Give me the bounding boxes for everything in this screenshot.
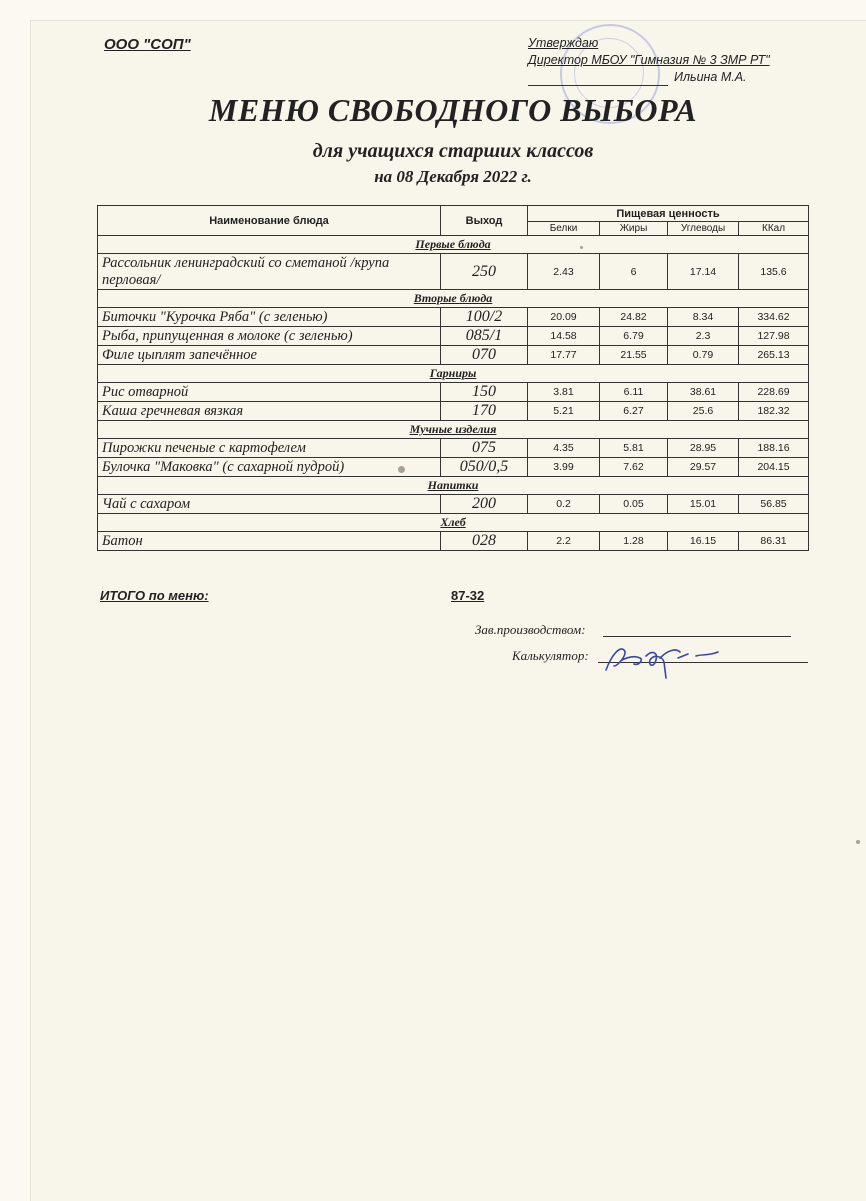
table-row bbox=[98, 439, 809, 458]
dish-name: Филе цыплят запечённое bbox=[98, 346, 441, 365]
dish-kcal: 204.15 bbox=[739, 458, 809, 477]
dish-carbs: 8.34 bbox=[668, 308, 739, 327]
dish-fat: 21.55 bbox=[600, 346, 668, 365]
dish-protein: 2.43 bbox=[528, 254, 600, 290]
dish-name: Булочка "Маковка" (с сахарной пудрой) bbox=[98, 458, 441, 477]
dish-carbs: 29.57 bbox=[668, 458, 739, 477]
dish-kcal: 265.13 bbox=[739, 346, 809, 365]
dish-fat: 5.81 bbox=[600, 439, 668, 458]
header-dish-name: Наименование блюда bbox=[98, 206, 441, 236]
dish-name: Рыба, припущенная в молоке (с зеленью) bbox=[98, 327, 441, 346]
dish-kcal: 86.31 bbox=[739, 532, 809, 551]
organization-name: ООО "СОП" bbox=[104, 36, 191, 53]
section-row bbox=[98, 365, 809, 383]
approval-signature-line bbox=[528, 85, 668, 86]
header-protein: Белки bbox=[528, 222, 600, 236]
dish-yield: 050/0,5 bbox=[441, 458, 528, 477]
dish-yield: 150 bbox=[441, 383, 528, 402]
dish-name: Каша гречневая вязкая bbox=[98, 402, 441, 421]
dish-carbs: 17.14 bbox=[668, 254, 739, 290]
dish-fat: 6 bbox=[600, 254, 668, 290]
dish-name: Биточки "Курочка Ряба" (с зеленью) bbox=[98, 308, 441, 327]
approval-signature-row bbox=[528, 69, 770, 86]
dish-yield: 250 bbox=[441, 254, 528, 290]
menu-subtitle: для учащихся старших классов bbox=[312, 140, 594, 162]
table-row bbox=[98, 495, 809, 514]
header-yield: Выход bbox=[441, 206, 528, 236]
dish-protein: 2.2 bbox=[528, 532, 600, 551]
section-row bbox=[98, 236, 809, 254]
scan-speck bbox=[856, 840, 860, 844]
table-row bbox=[98, 532, 809, 551]
dish-carbs: 28.95 bbox=[668, 439, 739, 458]
table-row bbox=[98, 327, 809, 346]
dish-carbs: 15.01 bbox=[668, 495, 739, 514]
dish-name: Батон bbox=[98, 532, 441, 551]
dish-protein: 3.81 bbox=[528, 383, 600, 402]
table-row bbox=[98, 458, 809, 477]
section-row bbox=[98, 514, 809, 532]
dish-name: Чай с сахаром bbox=[98, 495, 441, 514]
dish-fat: 7.62 bbox=[600, 458, 668, 477]
approval-title: Утверждаю bbox=[528, 36, 599, 50]
dish-kcal: 334.62 bbox=[739, 308, 809, 327]
total-value: 87-32 bbox=[451, 588, 485, 603]
scan-speck bbox=[398, 466, 405, 473]
section-row bbox=[98, 290, 809, 308]
dish-kcal: 228.69 bbox=[739, 383, 809, 402]
dish-carbs: 38.61 bbox=[668, 383, 739, 402]
section-title: Первые блюда bbox=[98, 236, 809, 254]
dish-yield: 028 bbox=[441, 532, 528, 551]
calculator-label: Калькулятор: bbox=[512, 648, 589, 663]
dish-protein: 0.2 bbox=[528, 495, 600, 514]
dish-yield: 075 bbox=[441, 439, 528, 458]
dish-name: Рассольник ленинградский со сметаной /крупа перловая/ bbox=[98, 254, 441, 290]
total-label: ИТОГО по меню: bbox=[100, 588, 209, 603]
dish-fat: 0.05 bbox=[600, 495, 668, 514]
approval-block bbox=[528, 35, 770, 86]
table-row bbox=[98, 308, 809, 327]
dish-fat: 24.82 bbox=[600, 308, 668, 327]
dish-kcal: 135.6 bbox=[739, 254, 809, 290]
section-title: Мучные изделия bbox=[98, 421, 809, 439]
dish-yield: 170 bbox=[441, 402, 528, 421]
dish-carbs: 16.15 bbox=[668, 532, 739, 551]
dish-carbs: 2.3 bbox=[668, 327, 739, 346]
dish-kcal: 188.16 bbox=[739, 439, 809, 458]
header-fat: Жиры bbox=[600, 222, 668, 236]
calculator-field bbox=[512, 648, 589, 664]
dish-kcal: 182.32 bbox=[739, 402, 809, 421]
dish-carbs: 0.79 bbox=[668, 346, 739, 365]
menu-title: МЕНЮ СВОБОДНОГО ВЫБОРА bbox=[208, 92, 698, 128]
dish-kcal: 127.98 bbox=[739, 327, 809, 346]
document-page bbox=[30, 20, 866, 1201]
table-row bbox=[98, 402, 809, 421]
table-row bbox=[98, 383, 809, 402]
dish-protein: 4.35 bbox=[528, 439, 600, 458]
section-row bbox=[98, 421, 809, 439]
dish-yield: 085/1 bbox=[441, 327, 528, 346]
scan-speck bbox=[580, 246, 583, 249]
production-manager-field bbox=[475, 622, 586, 638]
signature-icon bbox=[600, 636, 730, 682]
dish-yield: 200 bbox=[441, 495, 528, 514]
dish-name: Рис отварной bbox=[98, 383, 441, 402]
dish-fat: 1.28 bbox=[600, 532, 668, 551]
approval-position: Директор МБОУ "Гимназия № 3 ЗМР РТ" bbox=[528, 53, 770, 67]
dish-protein: 17.77 bbox=[528, 346, 600, 365]
dish-protein: 3.99 bbox=[528, 458, 600, 477]
section-title: Вторые блюда bbox=[98, 290, 809, 308]
menu-table bbox=[97, 205, 809, 551]
menu-date: на 08 Декабря 2022 г. bbox=[374, 167, 532, 186]
dish-protein: 5.21 bbox=[528, 402, 600, 421]
dish-carbs: 25.6 bbox=[668, 402, 739, 421]
menu-table-body bbox=[98, 236, 809, 551]
dish-yield: 100/2 bbox=[441, 308, 528, 327]
dish-kcal: 56.85 bbox=[739, 495, 809, 514]
dish-name: Пирожки печеные с картофелем bbox=[98, 439, 441, 458]
header-nutrition: Пищевая ценность bbox=[528, 206, 809, 222]
section-row bbox=[98, 477, 809, 495]
section-title: Хлеб bbox=[98, 514, 809, 532]
production-manager-label: Зав.производством: bbox=[475, 622, 586, 637]
dish-fat: 6.11 bbox=[600, 383, 668, 402]
header-carbs: Углеводы bbox=[668, 222, 739, 236]
header-kcal: ККал bbox=[739, 222, 809, 236]
section-title: Гарниры bbox=[98, 365, 809, 383]
dish-fat: 6.27 bbox=[600, 402, 668, 421]
dish-yield: 070 bbox=[441, 346, 528, 365]
table-row bbox=[98, 346, 809, 365]
table-row bbox=[98, 254, 809, 290]
dish-protein: 20.09 bbox=[528, 308, 600, 327]
section-title: Напитки bbox=[98, 477, 809, 495]
dish-fat: 6.79 bbox=[600, 327, 668, 346]
dish-protein: 14.58 bbox=[528, 327, 600, 346]
approval-name: Ильина М.А. bbox=[674, 70, 747, 84]
